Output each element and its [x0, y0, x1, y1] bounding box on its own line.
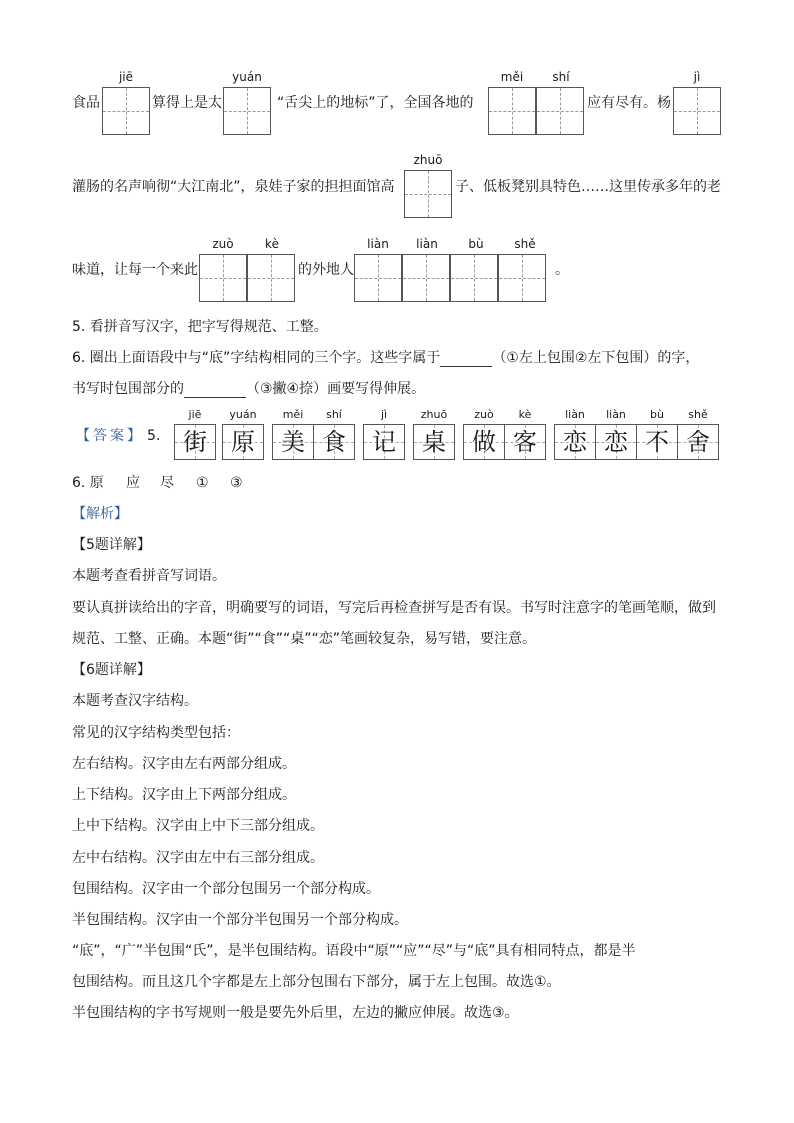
- answer-char-box: [222, 424, 264, 460]
- writing-grid-box[interactable]: [223, 87, 271, 135]
- answer-pinyin: jiē: [188, 408, 202, 421]
- answer-char: 记: [372, 428, 396, 456]
- answer-char-box: [554, 424, 596, 460]
- answer-char: 不: [645, 428, 669, 456]
- passage-text: 算得上是太: [152, 95, 222, 111]
- writing-grid-box[interactable]: [354, 254, 402, 302]
- answer-char-box: [272, 424, 314, 460]
- passage-text: 食品: [72, 95, 100, 111]
- answer-char: 原: [231, 428, 255, 456]
- answer-char-box: [463, 424, 505, 460]
- analysis-paragraph: 上下结构。汉字由上下两部分组成。: [72, 787, 296, 803]
- answer-pinyin: shí: [326, 408, 342, 421]
- writing-grid-box[interactable]: [488, 87, 536, 135]
- pinyin-label: shě: [514, 237, 536, 251]
- answer-pinyin: shě: [688, 408, 708, 421]
- answer-char: 客: [513, 428, 537, 456]
- pinyin-label: měi: [500, 70, 524, 84]
- analysis-paragraph: 左中右结构。汉字由左中右三部分组成。: [72, 850, 324, 866]
- question-6-text: 书写时包围部分的: [72, 381, 184, 397]
- answer-pinyin: liàn: [565, 408, 585, 421]
- passage-text: 。: [555, 262, 569, 278]
- question-5: 5. 看拼音写汉字，把字写得规范、工整。: [72, 319, 328, 335]
- answer-char-box: [363, 424, 405, 460]
- writing-grid-box[interactable]: [199, 254, 247, 302]
- passage-text: 应有尽有。杨: [587, 95, 671, 111]
- answer-char: 食: [322, 428, 346, 456]
- analysis-paragraph: 包围结构。而且这几个字都是左上部分包围右下部分，属于左上包围。故选①。: [72, 974, 561, 990]
- analysis-paragraph: 上中下结构。汉字由上中下三部分组成。: [72, 818, 324, 834]
- analysis-heading: 【解析】: [72, 506, 128, 522]
- answer-6-item: ③: [230, 475, 243, 491]
- answer-char-box: [636, 424, 678, 460]
- writing-grid-box[interactable]: [102, 87, 150, 135]
- answer-pinyin: zuò: [474, 408, 494, 421]
- answer-pinyin: jì: [380, 408, 388, 421]
- answer-char: 舍: [686, 428, 710, 456]
- answer-6-item: 6. 原: [72, 475, 104, 491]
- answer-char-box: [677, 424, 719, 460]
- answer-blank[interactable]: [184, 383, 246, 398]
- writing-grid-box[interactable]: [673, 87, 721, 135]
- writing-grid-box[interactable]: [450, 254, 498, 302]
- analysis-paragraph: 要认真拼读给出的字音，明确要写的词语，写完后再检查拼写是否有误。书写时注意字的笔画笔顺，做到: [72, 600, 716, 616]
- answer-pinyin: liàn: [606, 408, 626, 421]
- answer-pinyin: zhuō: [420, 408, 448, 421]
- pinyin-label: kè: [265, 237, 279, 251]
- analysis-paragraph: “底”，“广”半包围“氏”，是半包围结构。语段中“原”“应”“尽”与“底”具有相同特点，都是半: [72, 943, 636, 959]
- answer-char-box: [504, 424, 546, 460]
- answer-char-box: [413, 424, 455, 460]
- answer-pinyin: kè: [518, 408, 532, 421]
- section-heading-5: 【5题详解】: [72, 537, 151, 553]
- passage-text: 味道，让每一个来此: [72, 262, 198, 278]
- analysis-paragraph: 规范、工整、正确。本题“街”“食”“桌”“恋”笔画较复杂，易写错，要注意。: [72, 631, 537, 647]
- writing-grid-box[interactable]: [498, 254, 546, 302]
- writing-grid-box[interactable]: [402, 254, 450, 302]
- question-6-line-2: [72, 380, 425, 398]
- answer-char: 恋: [604, 428, 628, 456]
- answer-char-box: [174, 424, 216, 460]
- answer-char: 做: [472, 428, 496, 456]
- writing-grid-box[interactable]: [536, 87, 584, 135]
- answer-char: 美: [281, 428, 305, 456]
- question-6-line-1: [72, 349, 699, 367]
- pinyin-label: jiē: [118, 70, 134, 84]
- answer-number: 5.: [147, 428, 161, 444]
- answer-char-box: [313, 424, 355, 460]
- answer-pinyin: bù: [650, 408, 664, 421]
- analysis-paragraph: 本题考查汉字结构。: [72, 693, 198, 709]
- pinyin-label: zhuō: [413, 153, 443, 167]
- answer-char: 街: [183, 428, 207, 456]
- passage-text: 灌肠的名声响彻“大江南北”，泉娃子家的担担面馆高: [72, 179, 395, 195]
- writing-grid-box[interactable]: [247, 254, 295, 302]
- section-heading-6: 【6题详解】: [72, 662, 151, 678]
- pinyin-label: yuán: [232, 70, 262, 84]
- answer-blank[interactable]: [440, 352, 492, 367]
- pinyin-label: jì: [693, 70, 701, 84]
- answer-char: 桌: [422, 428, 446, 456]
- question-6-text: 6. 圈出上面语段中与“底”字结构相同的三个字。这些字属于: [72, 350, 441, 366]
- pinyin-label: liàn: [416, 237, 438, 251]
- writing-grid-box[interactable]: [404, 170, 452, 218]
- analysis-paragraph: 包围结构。汉字由一个部分包围另一个部分构成。: [72, 881, 380, 897]
- pinyin-label: bù: [468, 237, 484, 251]
- analysis-paragraph: 半包围结构的字书写规则一般是要先外后里，左边的撇应伸展。故选③。: [72, 1005, 519, 1021]
- analysis-paragraph: 左右结构。汉字由左右两部分组成。: [72, 756, 296, 772]
- passage-text: “舌尖上的地标”了，全国各地的: [277, 95, 474, 111]
- answer-pinyin: měi: [282, 408, 304, 421]
- answer-pinyin: yuán: [229, 408, 257, 421]
- answer-6-item: ①: [196, 475, 209, 491]
- answer-6-item: 应: [126, 475, 140, 491]
- analysis-paragraph: 本题考查看拼音写词语。: [72, 568, 226, 584]
- answer-char-box: [595, 424, 637, 460]
- passage-text: 的外地人: [298, 262, 354, 278]
- question-6-text: （③撇④捺）画要写得伸展。: [246, 381, 426, 397]
- answer-label: 【答案】: [76, 428, 144, 444]
- analysis-paragraph: 常见的汉字结构类型包括：: [72, 725, 240, 741]
- analysis-paragraph: 半包围结构。汉字由一个部分半包围另一个部分构成。: [72, 912, 408, 928]
- pinyin-label: zuò: [212, 237, 234, 251]
- question-6-text: （①左上包围②左下包围）的字，: [492, 350, 700, 366]
- answer-6-item: 尽: [160, 475, 174, 491]
- pinyin-label: shí: [552, 70, 570, 84]
- answer-char: 恋: [563, 428, 587, 456]
- pinyin-label: liàn: [367, 237, 389, 251]
- passage-text: 子、低板凳别具特色……这里传承多年的老: [455, 179, 721, 195]
